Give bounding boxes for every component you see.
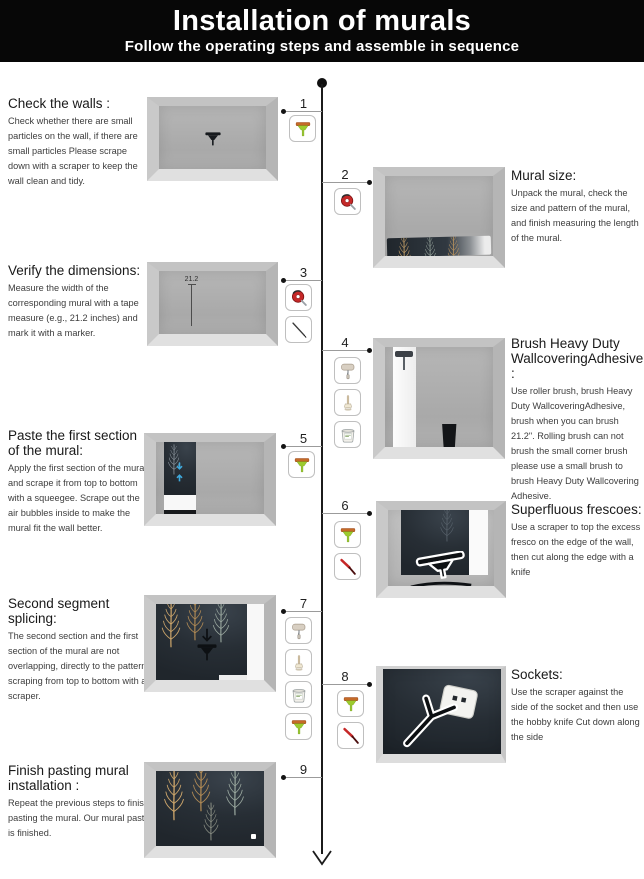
mural-roll-on-floor bbox=[387, 235, 491, 256]
utility-knife-icon bbox=[334, 553, 361, 580]
tape-measure-icon bbox=[334, 188, 361, 215]
step-6-tick bbox=[322, 498, 368, 514]
step-3-heading: Verify the dimensions: bbox=[8, 263, 141, 278]
squeegee-icon bbox=[288, 451, 315, 478]
step-6-body: Use a scraper to top the excess fresco on the edge of the wall, then cut along the edge with a knife bbox=[511, 522, 641, 577]
step-6-tools bbox=[334, 521, 361, 580]
step-5-text bbox=[8, 428, 148, 536]
step-7-tools bbox=[285, 617, 312, 740]
step-1-tick bbox=[285, 96, 322, 112]
step-3-tools bbox=[285, 284, 312, 343]
step-9-number: 9 bbox=[299, 762, 308, 777]
mural-roll-bottom bbox=[164, 510, 196, 514]
step-5-room-image bbox=[144, 433, 276, 526]
step-6-image bbox=[376, 501, 506, 598]
squeegee-icon bbox=[289, 115, 316, 142]
step-1-tools bbox=[289, 115, 316, 142]
step-2-number: 2 bbox=[341, 167, 349, 182]
step-4-heading: Brush Heavy Duty WallcoveringAdhesive : bbox=[511, 336, 644, 382]
squeegee-icon bbox=[285, 713, 312, 740]
adhesive-bucket-icon bbox=[285, 681, 312, 708]
step-9-room-image bbox=[144, 762, 276, 858]
step-9-heading: Finish pasting mural installation : bbox=[8, 763, 129, 794]
squeegee-icon bbox=[337, 690, 364, 717]
step-8-number: 8 bbox=[341, 669, 349, 684]
first-mural-panel bbox=[164, 442, 196, 495]
step-2-heading: Mural size: bbox=[511, 168, 577, 183]
step-2-tick bbox=[322, 167, 368, 183]
step-2-text bbox=[511, 168, 641, 246]
step-2-tools bbox=[334, 188, 361, 215]
marker-icon bbox=[285, 316, 312, 343]
utility-knife-icon bbox=[337, 722, 364, 749]
roller-icon bbox=[334, 357, 361, 384]
step-4-room-image bbox=[373, 338, 505, 459]
step-1-number: 1 bbox=[299, 96, 308, 111]
step-2-body: Unpack the mural, check the size and pattern of the mural, and finish measuring the length of the mural. bbox=[511, 188, 639, 243]
step-5-tick bbox=[285, 431, 322, 447]
step-1-text bbox=[8, 96, 146, 189]
step-5-heading: Paste the first section of the mural: bbox=[8, 428, 138, 459]
measurement-label: 21.2 bbox=[184, 276, 199, 284]
adhesive-bucket-icon bbox=[334, 421, 361, 448]
step-5-body: Apply the first section of the mural and scrape it from top to bottom with a squeegee. Scrape out the air bubbles inside to make the mural fit the wall better. bbox=[8, 463, 147, 533]
paint-brush-icon bbox=[334, 389, 361, 416]
step-7-tick bbox=[285, 596, 322, 612]
socket-dot bbox=[251, 834, 256, 839]
tape-measure-icon bbox=[285, 284, 312, 311]
timeline-arrow-icon bbox=[311, 849, 333, 866]
step-3-room-image bbox=[147, 262, 278, 346]
step-9-tick bbox=[285, 762, 322, 778]
timeline bbox=[321, 84, 323, 854]
step-3-body: Measure the width of the corresponding mural with a tape measure (e.g., 21.2 inches) and mark it with a marker. bbox=[8, 283, 139, 338]
step-7-room-image bbox=[144, 595, 276, 692]
step-1-heading: Check the walls : bbox=[8, 96, 111, 111]
outlined-scraper-icon bbox=[409, 551, 475, 586]
step-9-body: Repeat the previous steps to finish pasting the mural. Our mural paste is finished. bbox=[8, 798, 150, 839]
step-6-heading: Superfluous frescoes: bbox=[511, 502, 642, 517]
scraper-silhouette-icon bbox=[203, 130, 222, 150]
adhesive-bucket-silhouette bbox=[441, 424, 457, 447]
step-9-text bbox=[8, 763, 152, 841]
step-7-text bbox=[8, 596, 150, 704]
page-title: Installation of murals bbox=[172, 5, 472, 37]
step-7-number: 7 bbox=[299, 596, 308, 611]
step-4-text bbox=[511, 336, 642, 504]
step-3-number: 3 bbox=[299, 265, 308, 280]
measurement-line bbox=[191, 285, 192, 327]
step-5-number: 5 bbox=[299, 431, 308, 446]
step-4-number: 4 bbox=[341, 335, 349, 350]
step-8-text bbox=[511, 667, 642, 745]
step-8-image bbox=[376, 666, 506, 763]
page-subtitle: Follow the operating steps and assemble in sequence bbox=[124, 38, 520, 55]
step-4-body: Use roller brush, brush Heavy Duty WallcoveringAdhesive, brush when you can brush 21.2". Rolling brush can not brush the small corner brush please use a small brush to brush Heavy Duty Wallcovering Adhesive. bbox=[511, 386, 639, 501]
step-8-tools bbox=[337, 690, 364, 749]
step-6-number: 6 bbox=[341, 498, 349, 513]
header bbox=[0, 0, 644, 62]
step-8-tick bbox=[322, 669, 368, 685]
step-7-heading: Second segment splicing: bbox=[8, 596, 110, 627]
blue-arrows-icon bbox=[173, 460, 186, 484]
step-5-tools bbox=[288, 451, 315, 478]
step-8-heading: Sockets: bbox=[511, 667, 563, 682]
step-3-text bbox=[8, 263, 150, 341]
step-6-text bbox=[511, 502, 642, 580]
step-2-room-image bbox=[373, 167, 505, 268]
step-8-body: Use the scraper against the side of the socket and then use the hobby knife Cut down along the side bbox=[511, 687, 640, 742]
step-1-body: Check whether there are small particles on the wall, if there are small particles Please scrape down with a scraper to keep the wall clean and tidy. bbox=[8, 116, 138, 186]
paint-brush-icon bbox=[285, 649, 312, 676]
roller-icon bbox=[285, 617, 312, 644]
socket-and-knife-icon bbox=[392, 676, 496, 750]
step-1-room-image bbox=[147, 97, 278, 181]
step-4-tick bbox=[322, 335, 368, 351]
step-3-tick bbox=[285, 265, 322, 281]
arrow-and-scraper-icon bbox=[194, 627, 220, 667]
squeegee-icon bbox=[334, 521, 361, 548]
step-4-tools bbox=[334, 357, 361, 448]
step-7-body: The second section and the first section of the mural are not overlapping, directly to the pattern, scraping from top to bottom with a scraper. bbox=[8, 631, 149, 701]
